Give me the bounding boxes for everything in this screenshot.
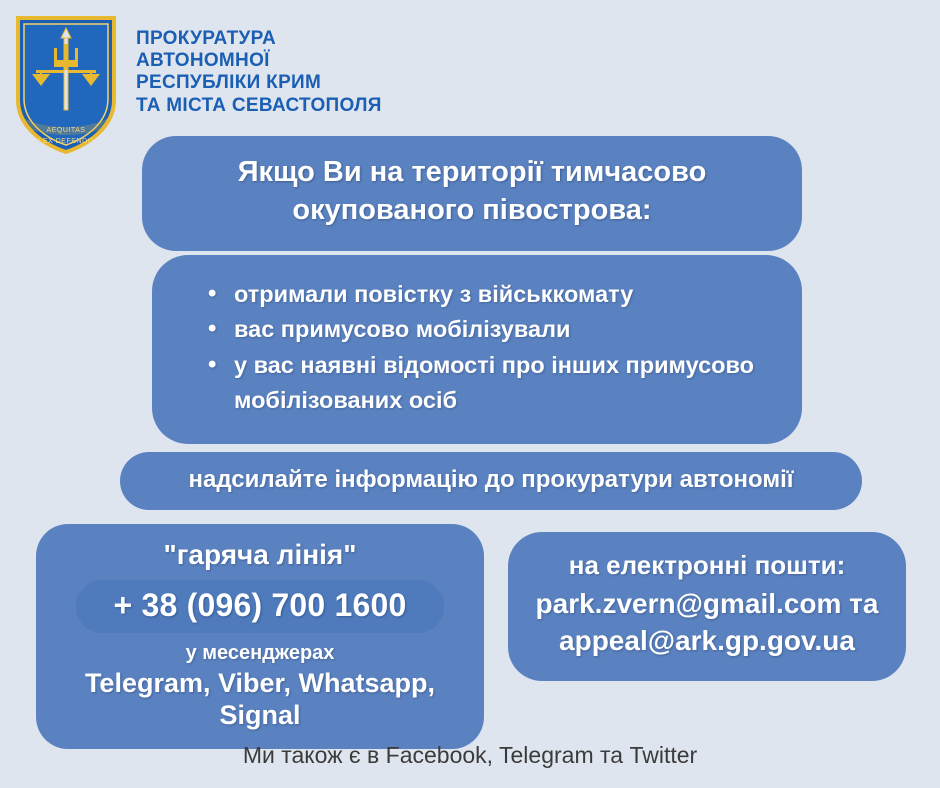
prosecutors-office-emblem-icon [14, 14, 118, 154]
email-panel [508, 532, 906, 681]
email-address-secondary[interactable]: appeal@ark.gp.gov.ua [559, 625, 855, 657]
email-address-primary[interactable]: park.zvern@gmail.com та [535, 588, 879, 619]
headline-banner: Якщо Ви на території тимчасово окупованого півострова: [142, 136, 802, 251]
hotline-panel [36, 524, 484, 749]
messengers-label: у месенджерах [185, 641, 335, 664]
messengers-list: Telegram, Viber, Whatsapp, Signal [84, 667, 436, 730]
list-item: • вас примусово мобілізували [208, 312, 772, 347]
svg-text:AEQUITAS: AEQUITAS [46, 127, 86, 134]
list-item: • отримали повістку з військкомату [208, 277, 772, 312]
organization-name [136, 28, 382, 117]
organization-name-line-1: ПРОКУРАТУРА [136, 28, 276, 49]
svg-text:LEX DEFENDO: LEX DEFENDO [38, 138, 94, 145]
social-networks-footer: Ми також є в Facebook, Telegram та Twitter [242, 742, 698, 768]
list-item: • у вас наявні відомості про інших примусово мобілізованих осіб [208, 348, 772, 419]
conditions-list [182, 277, 772, 418]
hotline-phone-number[interactable]: + 38 (096) 700 1600 [76, 580, 444, 633]
organization-name-line-2: АВТОНОМНОЇ [136, 50, 270, 72]
organization-name-line-3: РЕСПУБЛІКИ КРИМ [136, 72, 322, 94]
call-to-action-banner: надсилайте інформацію до прокуратури автономії [120, 452, 862, 510]
hotline-title: "гаряча лінія" [163, 539, 357, 570]
email-heading: на електронні пошти: [568, 550, 846, 580]
conditions-panel [152, 255, 802, 444]
organization-name-line-4: ТА МІСТА СЕВАСТОПОЛЯ [136, 94, 382, 116]
